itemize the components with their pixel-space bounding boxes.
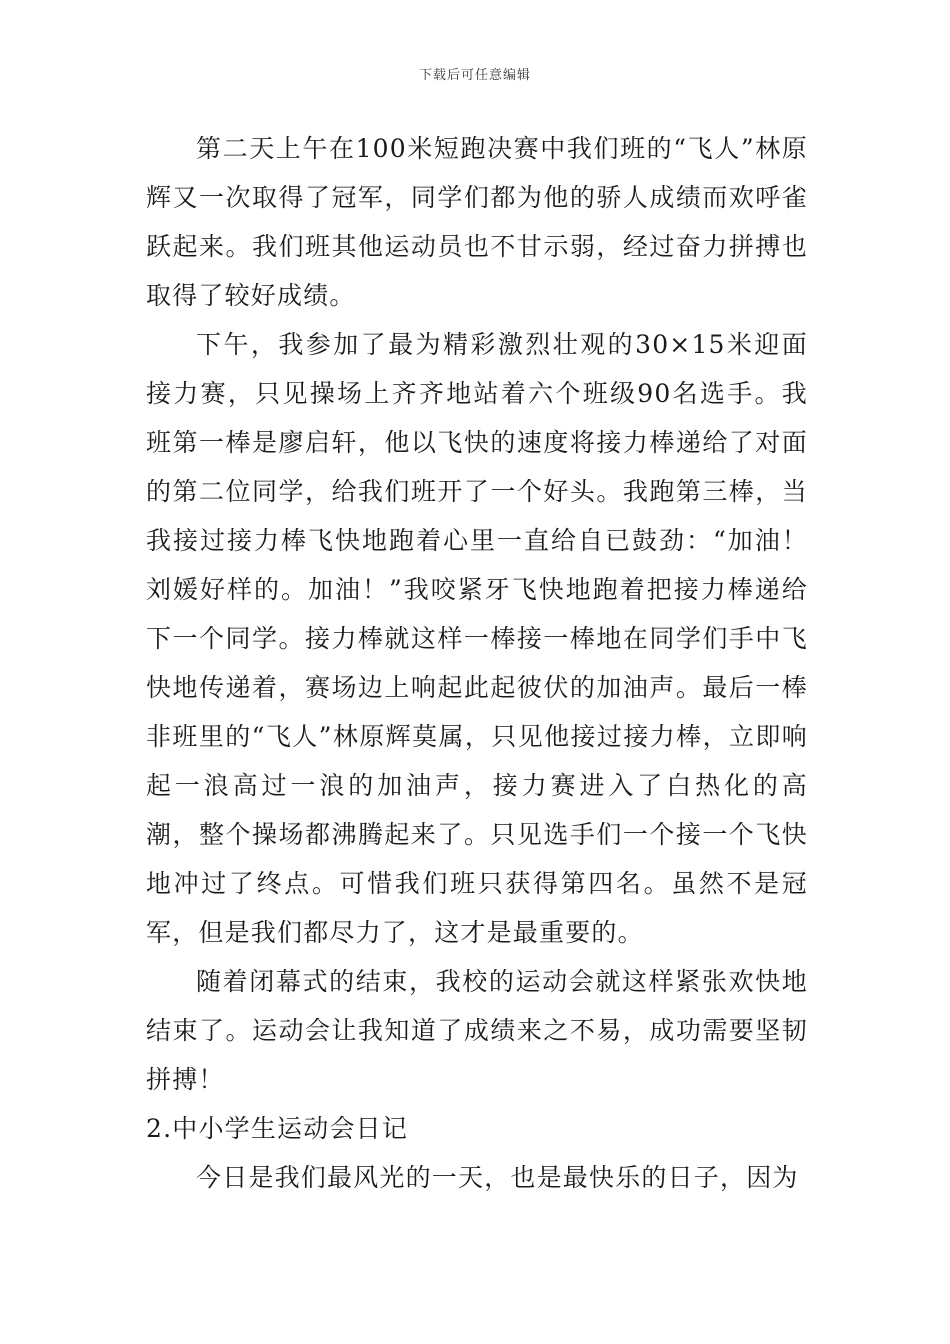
section-heading: 2.中小学生运动会日记 — [146, 1114, 409, 1143]
paragraph-diary-start: 今日是我们最风光的一天，也是最快乐的日子，因为 — [196, 1163, 799, 1192]
document-body — [146, 124, 808, 1202]
paragraph-relay-race: 下午，我参加了最为精彩激烈壮观的30×15米迎面接力赛，只见操场上齐齐地站着六个班级90名选手。我班第一棒是廖启轩，他以飞快的速度将接力棒递给了对面的第二位同学，给我们班开了一个好头。我跑第三棒，当我接过接力棒飞快地跑着心里一直给自已鼓劲：“加油！刘媛好样的。加油！”我咬紧牙飞快地跑着把接力棒递给下一个同学。接力棒就这样一棒接一棒地在同学们手中飞快地传递着，赛场边上响起此起彼伏的加油声。最后一棒非班里的“飞人”林原辉莫属，只见他接过接力棒，立即响起一浪高过一浪的加油声，接力赛进入了白热化的高 潮，整个操场都沸腾起来了。只见选手们一个接一个飞快地冲过了终点。可惜我们班只获得第四名。虽然不是冠军，但是我们都尽力了，这才是最重要的。 — [146, 330, 808, 947]
paragraph-sprint-final: 第二天上午在100米短跑决赛中我们班的“飞人”林原辉又一次取得了冠军，同学们都为他的骄人成绩而欢呼雀跃起来。我们班其他运动员也不甘示弱，经过奋力拼搏也取得了较好成绩。 — [146, 134, 808, 310]
paragraph-closing: 随着闭幕式的结束，我校的运动会就这样紧张欢快地结束了。运动会让我知道了成绩来之不易，成功需要坚韧拼搏！ — [146, 967, 808, 1094]
page-header: 下载后可任意编辑 — [418, 68, 531, 83]
